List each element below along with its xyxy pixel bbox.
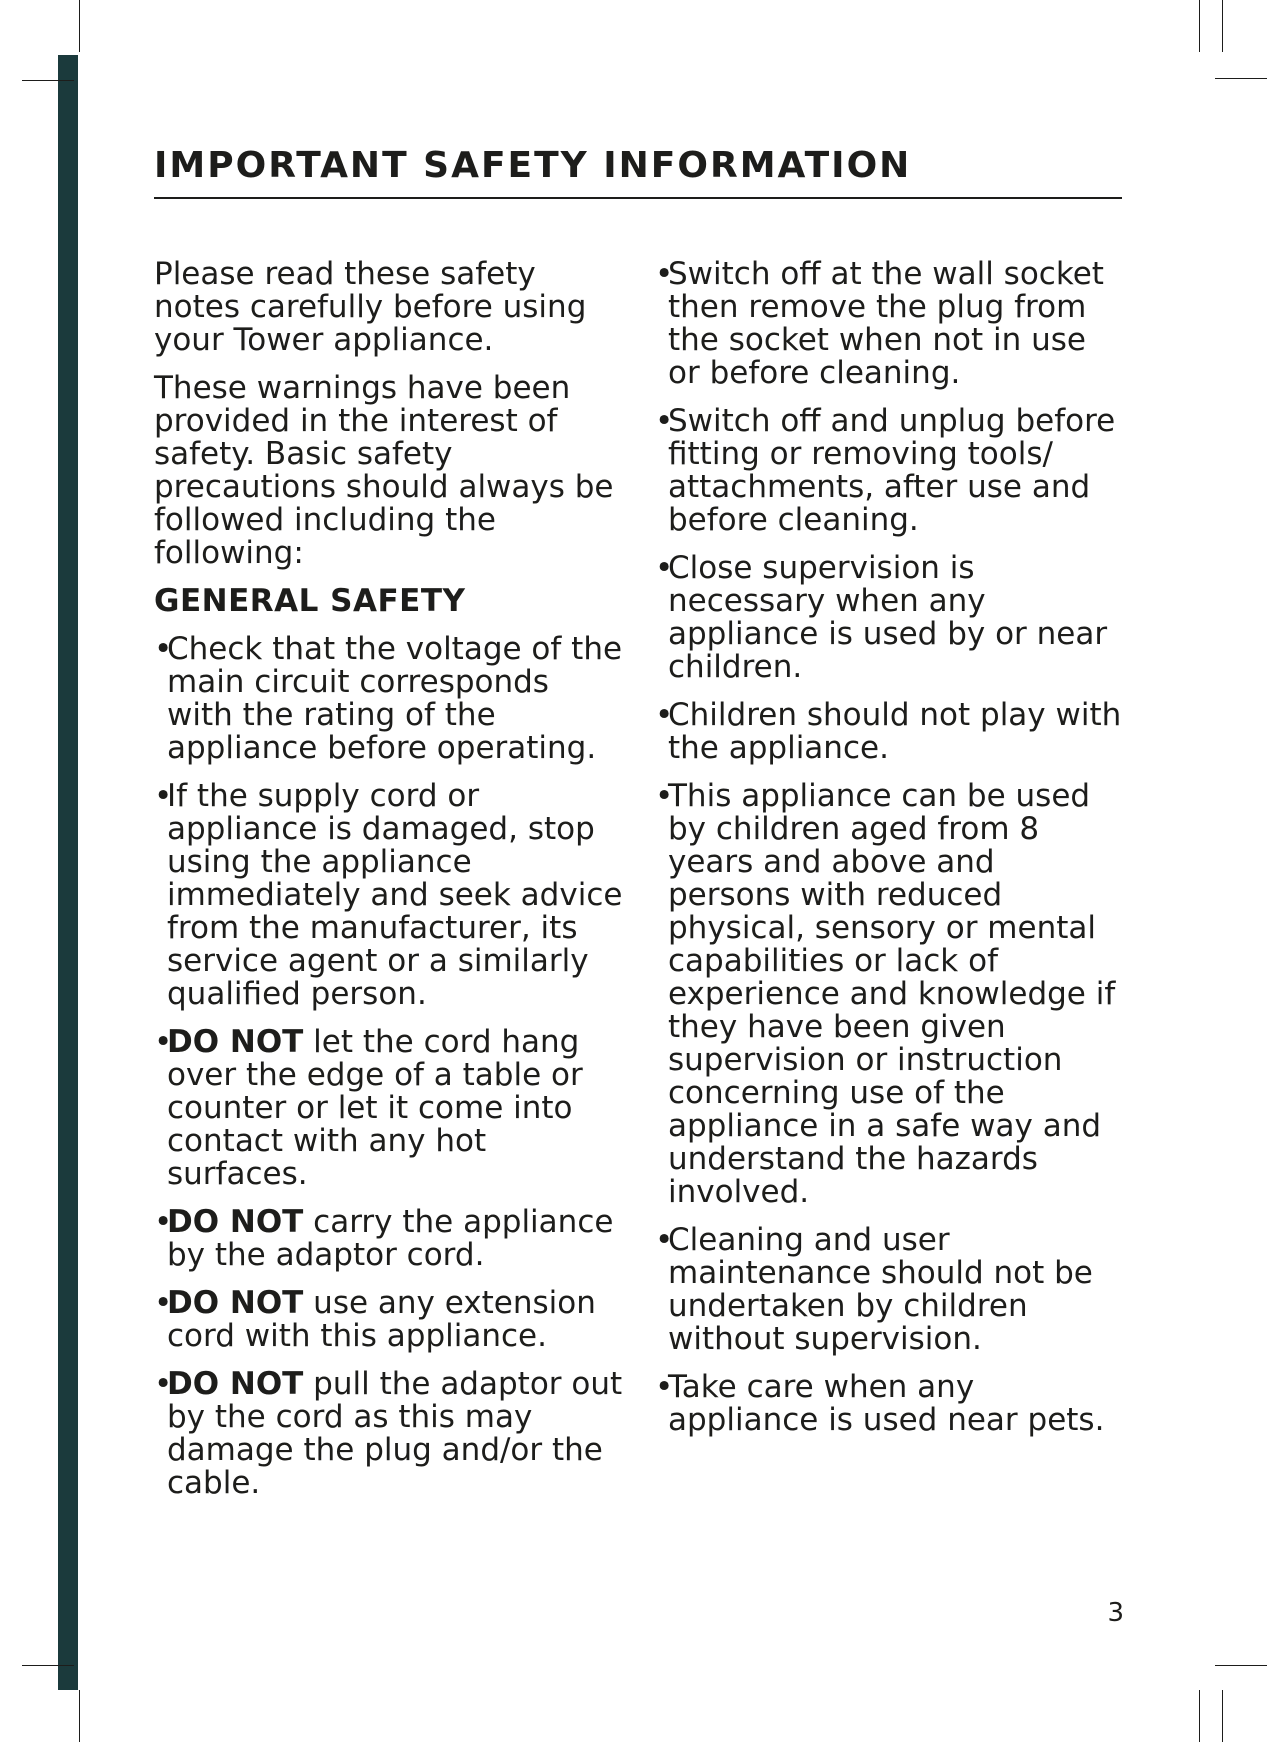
safety-item-text: let the cord hang over the edge of a table or counter or let it come into contact with any hot surfaces.	[167, 1024, 583, 1192]
safety-item-text: Check that the voltage of the main circuit corresponds with the rating of the appliance before operating.	[167, 631, 623, 766]
safety-item-text: Switch off and unplug before fitting or removing tools/ attachments, after use and before cleaning.	[668, 403, 1116, 538]
warning-emphasis: DO NOT	[167, 1366, 304, 1402]
page-title: IMPORTANT SAFETY INFORMATION	[154, 145, 912, 186]
warning-emphasis: DO NOT	[167, 1204, 304, 1240]
crop-mark	[79, 1690, 80, 1742]
safety-item-text: Cleaning and user maintenance should not be undertaken by children without supervision.	[668, 1222, 1093, 1357]
left-column	[154, 258, 624, 1515]
safety-list-item	[154, 780, 624, 1011]
crop-mark	[1199, 1690, 1200, 1742]
bullet-icon: •	[655, 1369, 674, 1405]
crop-mark	[79, 0, 80, 52]
safety-item-text: use any extension cord with this appliance.	[167, 1285, 596, 1354]
safety-list-item	[154, 1368, 624, 1500]
general-safety-list	[154, 633, 624, 1500]
safety-item-text: carry the appliance by the adaptor cord.	[167, 1204, 614, 1273]
bullet-icon: •	[154, 631, 173, 667]
safety-list-item	[154, 1206, 624, 1272]
bullet-icon: •	[154, 1024, 173, 1060]
safety-list-item	[655, 405, 1125, 537]
safety-list-item	[655, 780, 1125, 1209]
safety-item-text: Children should not play with the appliance.	[668, 697, 1122, 766]
bullet-icon: •	[655, 256, 674, 292]
section-heading-general-safety: GENERAL SAFETY	[154, 583, 466, 619]
bullet-icon: •	[154, 1366, 173, 1402]
bullet-icon: •	[154, 778, 173, 814]
safety-item-text: If the supply cord or appliance is damaged, stop using the appliance immediately and seek advice from the manufacturer, its service agent or a similarly qualified person.	[167, 778, 623, 1012]
page-number: 3	[1107, 1598, 1124, 1628]
intro-paragraph: These warnings have been provided in the interest of safety. Basic safety precautions should always be followed including the following:	[154, 370, 614, 571]
bullet-icon: •	[154, 1204, 173, 1240]
safety-item-text: This appliance can be used by children aged from 8 years and above and persons with reduced physical, sensory or mental capabilities or lack of experience and knowledge if they have been given supervision or instruction concerning use of the appliance in a safe way and understand the hazards involved.	[668, 778, 1116, 1210]
bullet-icon: •	[655, 550, 674, 586]
bullet-icon: •	[154, 1285, 173, 1321]
crop-mark	[22, 80, 74, 81]
crop-mark	[1215, 78, 1267, 79]
bullet-icon: •	[655, 697, 674, 733]
safety-list-item	[154, 1026, 624, 1191]
accent-spine-bar	[58, 55, 78, 1690]
intro-paragraph: Please read these safety notes carefully before using your Tower appliance.	[154, 256, 587, 358]
warning-emphasis: DO NOT	[167, 1024, 304, 1060]
safety-list-item	[154, 633, 624, 765]
safety-list-item	[655, 1224, 1125, 1356]
bullet-icon: •	[655, 403, 674, 439]
right-column	[655, 258, 1125, 1452]
crop-mark	[22, 1665, 74, 1666]
safety-list-continued	[655, 258, 1125, 1437]
warning-emphasis: DO NOT	[167, 1285, 304, 1321]
crop-mark	[1199, 0, 1200, 52]
safety-item-text: Close supervision is necessary when any appliance is used by or near children.	[668, 550, 1108, 685]
safety-item-text: pull the adaptor out by the cord as this may damage the plug and/or the cable.	[167, 1366, 623, 1501]
crop-mark	[1222, 1690, 1223, 1742]
bullet-icon: •	[655, 1222, 674, 1258]
crop-mark	[1222, 0, 1223, 52]
safety-list-item	[655, 258, 1125, 390]
safety-item-text: Take care when any appliance is used near pets.	[668, 1369, 1105, 1438]
safety-list-item	[154, 1287, 624, 1353]
safety-list-item	[655, 699, 1125, 765]
safety-list-item	[655, 1371, 1125, 1437]
safety-item-text: Switch off at the wall socket then remove the plug from the socket when not in use or before cleaning.	[668, 256, 1104, 391]
crop-mark	[1215, 1665, 1267, 1666]
title-divider	[154, 197, 1122, 199]
safety-list-item	[655, 552, 1125, 684]
bullet-icon: •	[655, 778, 674, 814]
